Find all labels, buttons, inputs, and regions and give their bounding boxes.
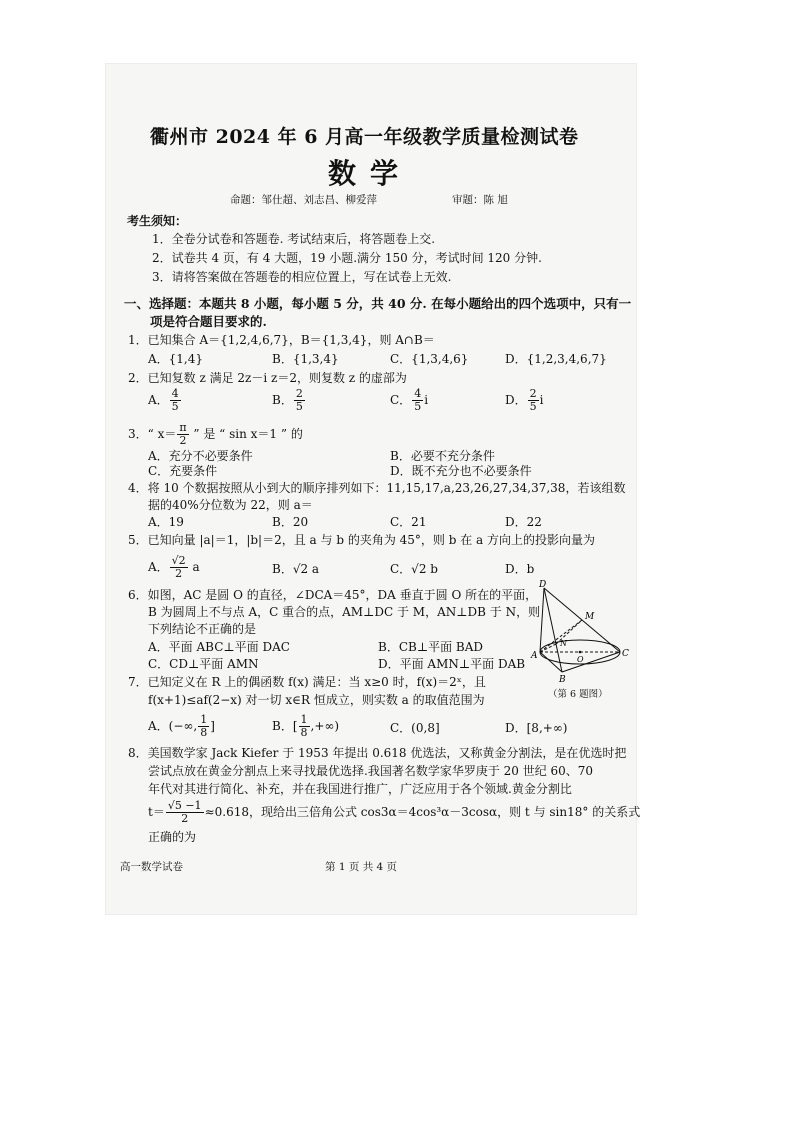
- q2-c-label: C．: [390, 393, 412, 407]
- q6-figure-caption: （第 6 题图）: [548, 689, 608, 700]
- notice-title: 考生须知：: [127, 214, 188, 228]
- label-a: A: [531, 651, 538, 661]
- q5-option-d: D．b: [505, 562, 535, 576]
- q7-option-c: C．(0,8]: [390, 721, 440, 735]
- q1-option-a: A．{1,4}: [148, 352, 204, 366]
- frac-den: 8: [300, 726, 308, 739]
- label-c: C: [622, 649, 629, 659]
- frac-num: 2: [295, 387, 303, 400]
- frac-num: 4: [171, 387, 179, 400]
- notice-item: 1．全卷分试卷和答题卷. 考试结束后，将答题卷上交.: [152, 232, 436, 246]
- fraction: [528, 388, 539, 413]
- question-6-line1: 6．如图，AC 是圆 O 的直径，∠DCA＝45°，DA 垂直于圆 O 所在的平面，: [128, 588, 538, 602]
- q4-option-a: A．19: [148, 515, 184, 529]
- frac-den: 5: [171, 400, 179, 413]
- question-4-line2: 据的40%分位数为 22，则 a＝: [148, 498, 313, 512]
- frac-den: 8: [200, 726, 208, 739]
- question-2-stem: 2．已知复数 z 满足 2z－i z＝2，则复数 z 的虚部为: [128, 371, 407, 385]
- q2-option-c: [390, 388, 428, 413]
- q6-geometry-figure: [530, 580, 630, 685]
- question-8-line1: 8．美国数学家 Jack Kiefer 于 1953 年提出 0.618 优选法，又称黄金分割法，是在优选时把: [128, 746, 627, 760]
- frac-den: 2: [175, 567, 183, 580]
- golden-ratio-fraction: [166, 800, 204, 825]
- point-o: [579, 651, 582, 654]
- frac-den: 5: [414, 400, 422, 413]
- question-6-line3: 下列结论不正确的是: [148, 622, 257, 636]
- q7-b-close: ,+∞): [310, 719, 340, 733]
- question-4-line1: 4．将 10 个数据按照从小到大的顺序排列如下：11,15,17,a,23,26,27,34,37,38，若该组数: [128, 481, 626, 495]
- q2-d-label: D．: [505, 393, 527, 407]
- authors: 命题：邹仕超、刘志昌、柳爱萍: [230, 194, 377, 206]
- q7-option-b: [272, 714, 339, 739]
- q5-a-label: A．: [148, 560, 169, 574]
- q6-option-a: A．平面 ABC⊥平面 DAC: [148, 640, 290, 654]
- question-8-line2: 尝试点放在黄金分割点上来寻找最优选择.我国著名数学家华罗庚于 20 世纪 60、70: [148, 764, 594, 778]
- q7-a-label: A．(−∞,: [148, 719, 198, 733]
- frac-num: π: [179, 421, 187, 434]
- fraction: [198, 714, 209, 739]
- q1-option-d: D．{1,2,3,4,6,7}: [505, 352, 607, 366]
- frac-num: √2: [171, 554, 186, 567]
- section-heading: 一、选择题：本题共 8 小题，每小题 5 分，共 40 分. 在每小题给出的四个选项中，只有一: [124, 296, 632, 311]
- frac-den: 5: [295, 400, 303, 413]
- fraction: [177, 422, 188, 447]
- frac-num: 1: [300, 713, 308, 726]
- q5-option-b: B．√2 a: [272, 562, 320, 576]
- fraction: [412, 388, 423, 413]
- fraction: [170, 388, 181, 413]
- question-3-stem: [128, 422, 303, 447]
- q8-t-label: t＝: [148, 805, 165, 819]
- q8-line4-rest: ≈0.618，现给出三倍角公式 cos3α＝4cos³α－3cosα，则 t 与 sin18° 的关系式: [204, 805, 641, 819]
- q7-option-a: [148, 714, 215, 739]
- q3-option-d: D．既不充分也不必要条件: [390, 464, 532, 478]
- q5-a-rest: a: [188, 560, 200, 574]
- q3-option-c: C．充要条件: [148, 464, 218, 478]
- question-7-line2: f(x+1)≤af(2−x) 对一切 x∈R 恒成立，则实数 a 的取值范围为: [148, 693, 485, 707]
- section-heading-cont: 项是符合题目要求的.: [150, 314, 267, 329]
- notice-item: 2．试卷共 4 页，有 4 大题，19 小题.满分 150 分，考试时间 120 分钟.: [152, 251, 542, 265]
- q2-b-label: B．: [272, 393, 293, 407]
- q1-option-c: C．{1,3,4,6}: [390, 352, 469, 366]
- q2-option-a: [148, 388, 182, 413]
- label-b: B: [559, 675, 566, 685]
- fraction: [294, 388, 305, 413]
- segment-da: [540, 588, 544, 652]
- question-5-stem: 5．已知向量 |a|＝1，|b|＝2，且 a 与 b 的夹角为 45°，则 b 在 a 方向上的投影向量为: [128, 533, 596, 547]
- question-8-line3: 年代对其进行简化、补充，并在我国进行推广，广泛应用于各个领域.黄金分割比: [148, 782, 572, 796]
- q1-option-b: B．{1,3,4}: [272, 352, 339, 366]
- label-o: O: [577, 655, 584, 664]
- question-6-line2: B 为圆周上不与点 A，C 重合的点，AM⊥DC 于 M，AN⊥DB 于 N，则: [148, 605, 541, 619]
- q7-option-d: D．[8,+∞): [505, 721, 568, 735]
- frac-num: 2: [529, 387, 537, 400]
- frac-den: 2: [179, 434, 187, 447]
- question-8-line4: [148, 800, 640, 825]
- imag-unit: i: [424, 393, 429, 407]
- notice-item: 3．请将答案做在答题卷的相应位置上，写在试卷上无效.: [152, 270, 452, 284]
- exam-title: 衢州市 2024 年 6 月高一年级教学质量检测试卷: [150, 126, 579, 148]
- q7-a-close: ]: [210, 719, 215, 733]
- q3-option-b: B．必要不充分条件: [390, 449, 495, 463]
- q3-stem-part: ” 是 “ sin x＝1 ” 的: [189, 427, 303, 441]
- question-7-line1: 7．已知定义在 R 上的偶函数 f(x) 满足：当 x≥0 时，f(x)＝2ˣ，且: [128, 675, 486, 689]
- page-number: 第 1 页 共 4 页: [325, 861, 398, 873]
- label-m: M: [585, 612, 595, 622]
- label-d: D: [539, 580, 547, 590]
- q4-option-b: B．20: [272, 515, 309, 529]
- q6-option-d: D．平面 AMN⊥平面 DAB: [378, 657, 526, 671]
- question-1-stem: 1．已知集合 A＝{1,2,4,6,7}，B＝{1,3,4}，则 A∩B＝: [128, 333, 435, 347]
- segment-bc: [562, 652, 620, 672]
- q2-option-b: [272, 388, 306, 413]
- frac-num: 1: [200, 713, 208, 726]
- q2-a-label: A．: [148, 393, 169, 407]
- q4-option-d: D．22: [505, 515, 542, 529]
- q6-option-c: C．CD⊥平面 AMN: [148, 657, 259, 671]
- frac-num: √5 −1: [167, 799, 202, 812]
- frac-num: 4: [414, 387, 422, 400]
- footer-left: 高一数学试卷: [120, 861, 183, 873]
- q4-option-c: C．21: [390, 515, 427, 529]
- q6-option-b: B．CB⊥平面 BAD: [378, 640, 484, 654]
- imag-unit: i: [539, 393, 544, 407]
- q3-option-a: A．充分不必要条件: [148, 449, 253, 463]
- q2-option-d: [505, 388, 543, 413]
- subject-title: 数学: [328, 157, 413, 190]
- frac-den: 5: [529, 400, 537, 413]
- label-n: N: [560, 639, 567, 648]
- fraction: [299, 714, 310, 739]
- reviewer: 审题：陈 旭: [452, 194, 508, 206]
- q7-b-label: B．[: [272, 719, 298, 733]
- q5-option-c: C．√2 b: [390, 562, 438, 576]
- q3-stem-part: 3．“ x＝: [128, 427, 177, 441]
- question-8-line5: 正确的为: [148, 830, 197, 844]
- q5-option-a: [148, 555, 200, 580]
- fraction: [170, 555, 188, 580]
- frac-den: 2: [181, 812, 189, 825]
